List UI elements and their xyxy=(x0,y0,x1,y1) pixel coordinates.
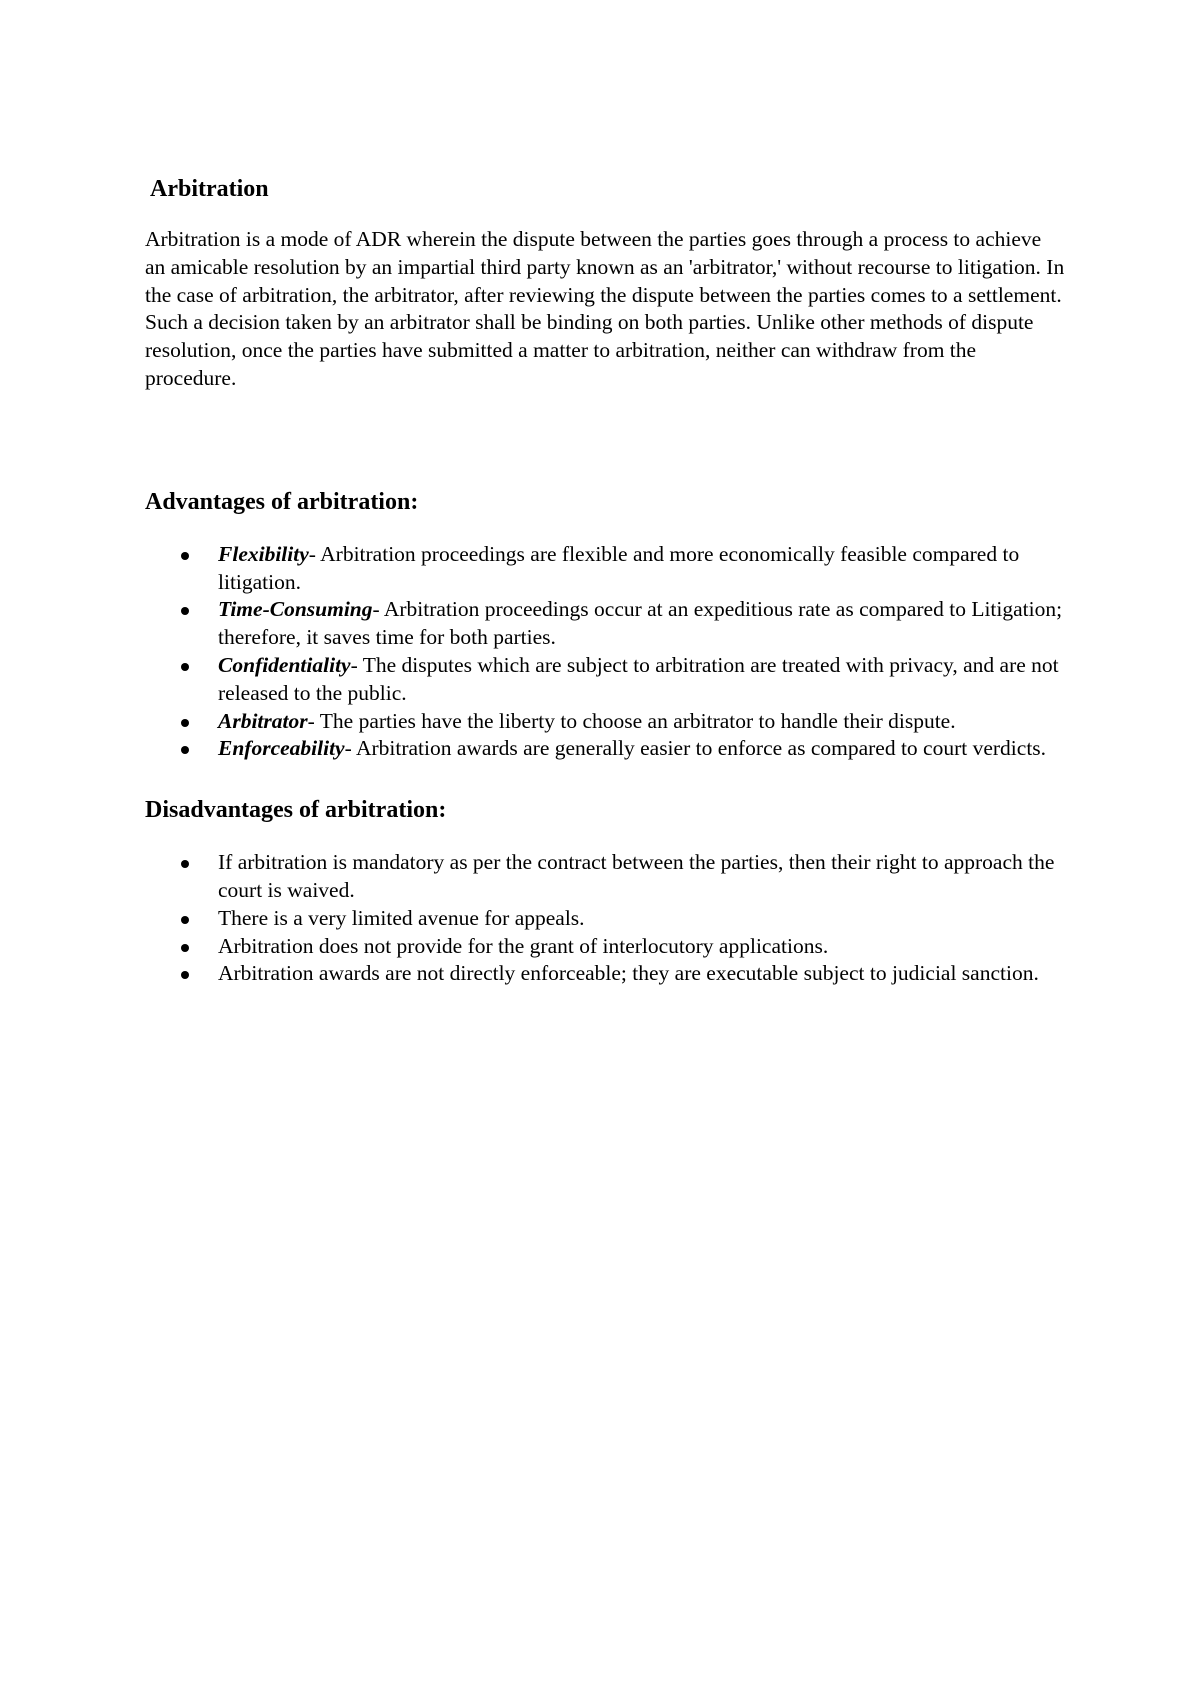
disadvantage-text: Arbitration does not provide for the grant of interlocutory applications. xyxy=(218,933,829,958)
advantages-heading: Advantages of arbitration: xyxy=(145,488,419,515)
disadvantages-heading: Disadvantages of arbitration: xyxy=(145,797,447,824)
bullet-icon xyxy=(181,746,189,754)
advantage-text: - Arbitration proceedings occur at an expeditious rate as compared to Litigation; therefore, it saves time for both parties. xyxy=(218,597,1063,650)
disadvantage-text: There is a very limited avenue for appeals. xyxy=(218,905,585,930)
bullet-icon xyxy=(181,607,189,615)
bullet-icon xyxy=(181,971,189,979)
advantage-term: Enforceability xyxy=(218,736,345,761)
document-title: Arbitration xyxy=(150,176,269,202)
document-body xyxy=(145,174,1065,988)
list-item xyxy=(145,960,1065,988)
advantage-term: Arbitrator xyxy=(218,708,308,733)
list-item xyxy=(145,933,1065,961)
intro-paragraph: Arbitration is a mode of ADR wherein the dispute between the parties goes through a process to achieve an amicable resolution by an impartial third party known as an 'arbitrator,' without recourse to litigation. In the case of arbitration, the arbitrator, after reviewing the dispute between the parties comes to a settlement. Such a decision taken by an arbitrator shall be binding on both parties. Unlike other methods of dispute resolution, once the parties have submitted a matter to arbitration, neither can withdraw from the procedure. xyxy=(145,227,1065,390)
list-item xyxy=(145,596,1065,652)
bullet-icon xyxy=(181,860,189,868)
advantage-text: - Arbitration proceedings are flexible and more economically feasible compared to litigation. xyxy=(218,541,1020,594)
bullet-icon xyxy=(181,552,189,560)
disadvantage-text: If arbitration is mandatory as per the contract between the parties, then their right to approach the court is waived. xyxy=(218,850,1055,902)
advantage-text: - The disputes which are subject to arbitration are treated with privacy, and are not released to the public. xyxy=(218,652,1059,705)
bullet-icon xyxy=(181,916,189,924)
advantages-list xyxy=(145,541,1065,763)
list-item xyxy=(145,708,1065,736)
advantage-term: Confidentiality xyxy=(218,652,351,677)
list-item xyxy=(145,905,1065,933)
bullet-icon xyxy=(181,719,189,727)
disadvantage-text: Arbitration awards are not directly enforceable; they are executable subject to judicial sanction. xyxy=(218,961,1039,986)
bullet-icon xyxy=(181,663,189,671)
advantage-term: Time-Consuming xyxy=(218,597,373,622)
disadvantages-list xyxy=(145,849,1065,988)
bullet-icon xyxy=(181,944,189,952)
list-item xyxy=(145,652,1065,708)
advantage-term: Flexibility xyxy=(218,541,309,566)
advantage-text: - Arbitration awards are generally easier to enforce as compared to court verdicts. xyxy=(344,736,1047,761)
advantage-text: - The parties have the liberty to choose an arbitrator to handle their dispute. xyxy=(307,708,956,733)
list-item xyxy=(145,541,1065,597)
list-item xyxy=(145,735,1065,763)
list-item xyxy=(145,849,1065,905)
